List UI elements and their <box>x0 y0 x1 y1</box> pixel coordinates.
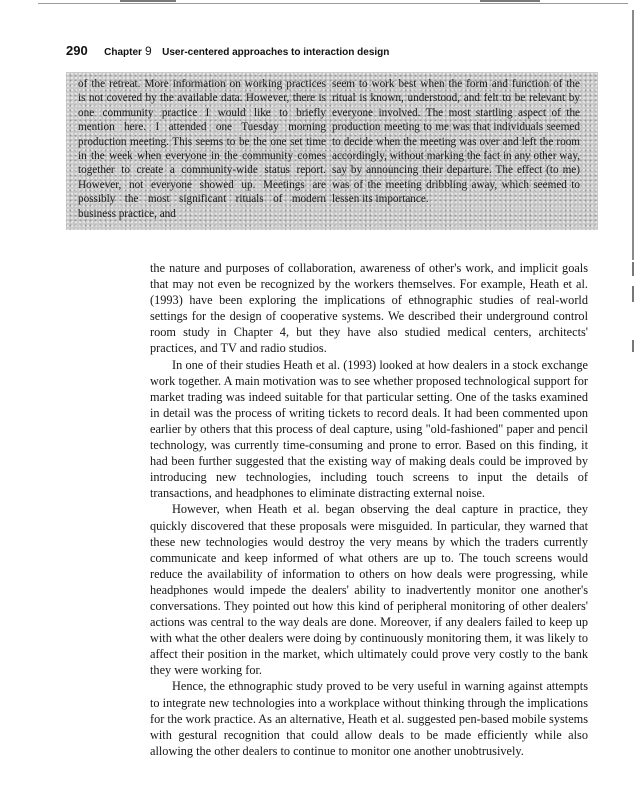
paragraph: the nature and purposes of collaboration, awareness of other's work, and implicit goals that may not even be recognized by the workers themselves. For example, Heath et al. (1993) have been exploring the implications of ethnographic studies of real-world settings for the design of cooperative systems. We described their underground control room study in Chapter 4, but they have also studied medical centers, architects' practices, and TV and radio studios. <box>150 261 588 356</box>
chapter-label: Chapter <box>104 47 142 58</box>
paragraph: In one of their studies Heath et al. (1993) looked at how dealers in a stock exchange work together. A main motivation was to see whether proposed technological support for market trading was indeed suitable for that particular setting. One of the tasks examined in detail was the process of writing tickets to record deals. It had been commented upon earlier by others that this process of deal capture, using "old-fashioned" paper and pencil technology, was currently time-consuming and prone to error. Based on this finding, it had been further suggested that the existing way of making deals could be improved by introducing new technologies, including touch screens to input the details of transactions, and headphones to eliminate distracting external noise. <box>150 357 588 501</box>
chapter-title: User-centered approaches to interaction design <box>162 47 390 58</box>
page-edge-mark <box>632 340 634 352</box>
page-edge <box>632 10 634 260</box>
body-text <box>150 260 588 759</box>
paragraph: However, when Heath et al. began observing the deal capture in practice, they quickly discovered that these proposals were misguided. In particular, they warned that these new technologies would destroy the very means by which the traders currently communicate and keep informed of what others are up to. The touch screens would reduce the availability of information to others on how deals were progressing, while headphones would impede the dealers' ability to inadvertently monitor one another's conversations. They pointed out how this kind of peripheral monitoring of other dealers' actions was central to the way deals are done. Moreover, if any dealers failed to keep up with what the other dealers were doing by continuously monitoring them, it was likely to affect their position in the market, which ultimately could prove very costly to the bank they were working for. <box>150 502 588 678</box>
page-edge-mark <box>632 262 634 276</box>
page-edge-mark <box>632 286 634 302</box>
running-header <box>66 42 586 60</box>
scan-artifact <box>480 0 540 2</box>
scan-edge-line <box>38 3 628 4</box>
scan-artifact <box>120 0 176 2</box>
shaded-sidebar-box <box>66 72 598 230</box>
page-number: 290 <box>66 43 88 58</box>
box-right-column: seem to work best when the form and function of the ritual is known, understood, and felt to be relevant by everyone involved. The most startling aspect of the production meeting to me was that individuals seemed to decide when the meeting was over and left the room accordingly, without marking the fact in any other way, say by announcing their departure. The effect (to me) was of the meeting dribbling away, which seemed to lessen its importance. <box>332 78 580 206</box>
box-left-column: of the retreat. More information on working practices is not covered by the available data. However, there is one community practice I would like to briefly mention here. I attended one Tuesday morning production meeting. This seems to be the one set time in the week when everyone in the community comes together to create a community-wide status report. However, not everyone showed up. Meetings are possibly the most significant rituals of modern business practice, and <box>78 78 326 220</box>
paragraph: Hence, the ethnographic study proved to be very useful in warning against attempts to integrate new technologies into a workplace without thinking through the implications for the work practice. As an alternative, Heath et al. suggested pen-based mobile systems with gestural recognition that could allow deals to be made efficiently while also allowing the other dealers to continue to monitor one another unobtrusively. <box>150 679 588 758</box>
chapter-number: 9 <box>144 44 152 58</box>
